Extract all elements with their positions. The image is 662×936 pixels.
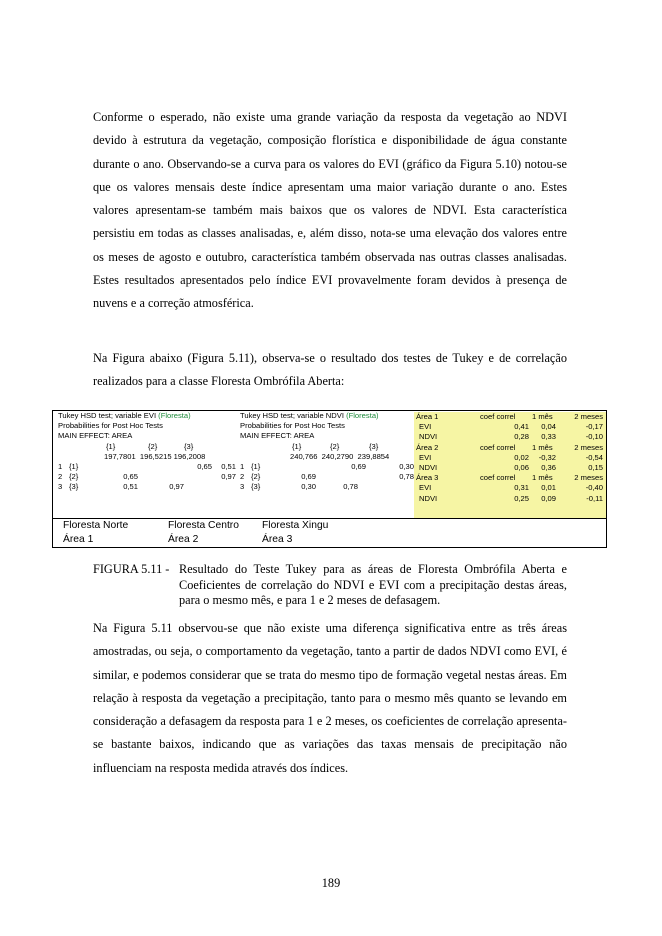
cell: 0,65 (123, 472, 138, 482)
area-label: Área 3 (262, 534, 293, 545)
col-header: 2 meses (574, 473, 603, 483)
cell: 0,51 (221, 461, 236, 471)
area-2-header (414, 443, 606, 453)
caption-text: Resultado do Teste Tukey para as áreas de Floresta Ombrófila Aberta e Coeficientes de correlação do NDVI e EVI com a precipitação destas áreas, para o mesmo mês, e para 1 e 2 meses de defasagem. (179, 562, 567, 607)
tukey-ndvi-table (240, 411, 416, 493)
area-3-header (414, 473, 606, 483)
tukey-evi-effect: MAIN EFFECT: AREA (58, 431, 133, 441)
paragraph-results-discussion: Na Figura 5.11 observou-se que não existe uma diferença significativa entre as três áreas amostradas, ou seja, o comportamento da vegetação, tanto a partir de dados NDVI como EVI, é similar, e podemos considerar que se trata do mesmo tipo de formação vegetal nestas áreas. Em relação à resposta da vegetação a precipitação, tanto para o mesmo mês quanto se levando em consideração a defasagem da resposta para 1 e 2 meses, os coeficientes de correlação apresenta-se bastante baixos, indicando que as variações das taxas mensais de precipitação não influenciam na resposta medida através dos índices. (93, 621, 567, 775)
row-number: 2 (58, 472, 63, 482)
area-1-header (414, 412, 606, 422)
group-header: {2} (148, 441, 158, 451)
table-row (414, 483, 606, 493)
tukey-evi-title-green: (Floresta) (158, 411, 191, 420)
col-header: 1 mês (532, 412, 553, 421)
row-number: 3 (240, 482, 245, 492)
cell: 0,69 (301, 472, 316, 482)
tukey-ndvi-title-text: Tukey HSD test; variable NDVI (240, 411, 347, 420)
tukey-evi-title-text: Tukey HSD test; variable EVI (58, 411, 159, 420)
table-row (240, 462, 416, 472)
group-header: {3} (369, 441, 379, 451)
variable: NDVI (419, 432, 438, 442)
row-number: 1 (240, 461, 245, 471)
row-group: {2} (69, 472, 79, 482)
figure-divider (53, 518, 606, 519)
group-header: {1} (106, 441, 116, 451)
group-header: {3} (184, 441, 194, 451)
table-row (414, 494, 606, 504)
cell: 0,69 (351, 461, 366, 471)
tukey-evi-groups (58, 442, 238, 452)
cell: 0,30 (399, 461, 414, 471)
tukey-ndvi-effect: MAIN EFFECT: AREA (240, 431, 315, 441)
area-name: Floresta Xingu (262, 520, 329, 531)
area-label: Área 2 (168, 534, 199, 545)
tukey-evi-title (58, 411, 238, 421)
cell: -0,32 (538, 452, 556, 462)
cell: -0,10 (585, 432, 603, 442)
table-row (58, 462, 238, 472)
group-header: {1} (292, 441, 302, 451)
cell: 0,65 (197, 461, 212, 471)
tukey-ndvi-title (240, 411, 416, 421)
tukey-evi-means (58, 452, 238, 462)
table-row (414, 453, 606, 463)
tukey-ndvi-groups (240, 442, 416, 452)
paragraph-figure-intro: Na Figura abaixo (Figura 5.11), observa-se o resultado dos testes de Tukey e de correlação realizados para a classe Floresta Ombrófila Aberta: (93, 351, 567, 389)
cell: 0,36 (541, 462, 556, 472)
cell: 0,33 (541, 432, 556, 442)
table-row (414, 463, 606, 473)
means-row: 240,766 240,2790 239,8854 (290, 451, 390, 461)
col-header: 1 mês (532, 473, 553, 483)
variable: EVI (419, 483, 432, 493)
caption-label: FIGURA 5.11 - (93, 562, 170, 576)
table-row (58, 472, 238, 482)
col-header: coef correl (480, 442, 516, 452)
col-header: 2 meses (574, 412, 603, 421)
row-group: {3} (69, 482, 79, 492)
cell: -0,11 (586, 493, 603, 503)
area-label: Área 3 (416, 473, 439, 483)
table-row (240, 472, 416, 482)
group-header: {2} (330, 441, 340, 451)
area-label: Área 2 (416, 442, 439, 452)
tukey-ndvi-means (240, 452, 416, 462)
col-header: coef correl (480, 412, 516, 421)
area-name: Floresta Centro (168, 520, 239, 531)
table-row (414, 422, 606, 432)
cell: 0,30 (301, 482, 316, 492)
tukey-ndvi-title-green: (Floresta) (346, 411, 379, 420)
cell: 0,06 (514, 462, 529, 472)
cell: 0,78 (399, 472, 414, 482)
cell: 0,15 (588, 462, 603, 472)
row-group: {2} (251, 472, 261, 482)
means-row: 197,7801 196,5215 196,2008 (104, 451, 206, 461)
area-label: Área 1 (63, 534, 94, 545)
correlation-table (414, 412, 606, 519)
row-number: 2 (240, 472, 245, 482)
cell: 0,41 (514, 422, 529, 432)
variable: NDVI (419, 493, 438, 503)
cell: 0,02 (514, 452, 529, 462)
variable: NDVI (419, 462, 438, 472)
cell: 0,31 (514, 483, 529, 493)
area-legend-2 (168, 519, 239, 547)
row-number: 1 (58, 461, 63, 471)
cell: 0,97 (169, 482, 184, 492)
row-group: {1} (251, 461, 261, 471)
variable: EVI (419, 422, 432, 432)
cell: -0,54 (585, 452, 603, 462)
cell: -0,17 (585, 422, 603, 432)
col-header: coef correl (480, 473, 516, 483)
page-number: 189 (321, 876, 341, 890)
variable: EVI (419, 452, 432, 462)
figure-5-11 (52, 410, 607, 548)
area-legend-3 (262, 519, 328, 547)
tukey-ndvi-subtitle: Probabilities for Post Hoc Tests (240, 421, 345, 431)
cell: 0,04 (541, 422, 556, 432)
cell: 0,09 (541, 493, 556, 503)
paragraph-evi-ndvi-discussion: Conforme o esperado, não existe uma grande variação da resposta da vegetação ao NDVI devido à estrutura da vegetação, composição florística e disponibilidade de água constante durante o ano. Observando-se a curva para os valores do EVI (gráfico da Figura 5.10) notou-se que os valores mensais deste índice apresentam uma maior variação durante o ano. Estes valores apresentam-se também mais baixos que os valores de NDVI. Esta característica persistiu em todas as classes analisadas, e, além disso, nota-se uma elevação dos valores entre os meses de agosto e outubro, característica também observada nas outras classes analisadas. Estes resultados apresentados pelo índice EVI provavelmente foram devidos à presença de nuvens e a correção atmosférica. (93, 110, 567, 311)
cell: 0,78 (343, 482, 358, 492)
area-label: Área 1 (416, 412, 439, 421)
cell: 0,51 (123, 482, 138, 492)
area-name: Floresta Norte (63, 520, 129, 531)
tukey-evi-subtitle: Probabilities for Post Hoc Tests (58, 421, 163, 431)
cell: 0,97 (221, 472, 236, 482)
cell: -0,40 (585, 483, 603, 493)
cell: 0,01 (541, 483, 556, 493)
area-legend-1 (63, 519, 128, 547)
table-row (58, 482, 238, 492)
cell: 0,25 (514, 493, 529, 503)
row-group: {3} (251, 482, 261, 492)
col-header: 1 mês (532, 442, 553, 452)
cell: 0,28 (514, 432, 529, 442)
table-row (240, 482, 416, 492)
col-header: 2 meses (574, 442, 603, 452)
row-group: {1} (69, 461, 79, 471)
row-number: 3 (58, 482, 63, 492)
table-row (414, 432, 606, 442)
tukey-evi-table (58, 411, 238, 493)
